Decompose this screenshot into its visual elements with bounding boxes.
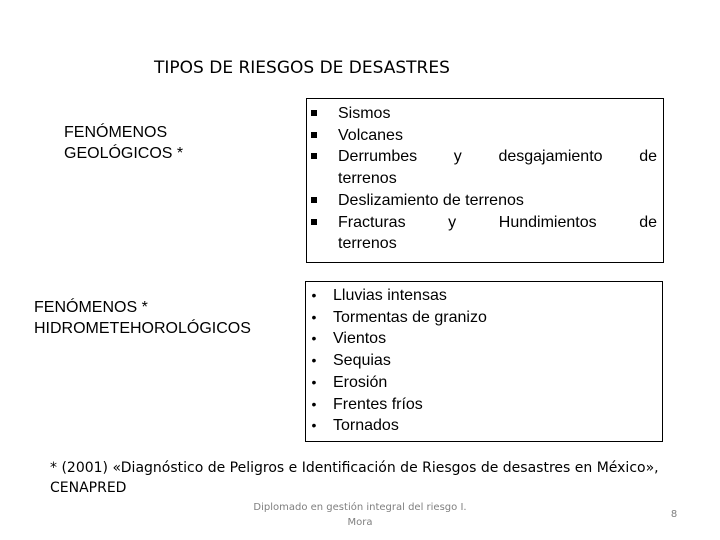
- list-item: [309, 103, 657, 125]
- footer-line1: Diplomado en gestión integral del riesgo I.: [253, 502, 467, 513]
- list-item-text: Deslizamiento de terrenos: [338, 191, 524, 209]
- round-bullet-icon: •: [311, 352, 317, 369]
- list-item-text: Tormentas de granizo: [333, 308, 487, 326]
- list-item: [309, 307, 657, 329]
- round-bullet-icon: •: [311, 417, 317, 434]
- list-item-text: Volcanes: [338, 126, 403, 144]
- page-number: 8: [670, 509, 678, 520]
- list-item-text-continuation: terrenos: [338, 170, 397, 188]
- list-item-text: Derrumbes y desgajamiento de: [338, 148, 657, 166]
- square-bullet-icon: [311, 219, 317, 225]
- geologicos-label-line1: FENÓMENOS: [64, 124, 168, 141]
- list-item-text: Sismos: [338, 105, 391, 122]
- list-item: [309, 125, 657, 147]
- list-item-text: Vientos: [333, 330, 387, 348]
- hidrometeorologicos-label-line1: FENÓMENOS *: [34, 299, 148, 316]
- round-bullet-icon: •: [311, 373, 317, 390]
- square-bullet-icon: [311, 110, 317, 116]
- list-item-text: Fracturas y Hundimientos de: [338, 213, 657, 231]
- round-bullet-icon: •: [311, 395, 317, 412]
- square-bullet-icon: [311, 153, 317, 159]
- round-bullet-icon: •: [311, 287, 317, 303]
- round-bullet-icon: •: [311, 308, 317, 325]
- list-item-text: Lluvias intensas: [333, 287, 447, 304]
- square-bullet-icon: [311, 132, 317, 138]
- geologicos-label-line2: GEOLÓGICOS *: [64, 145, 184, 162]
- list-item: [309, 394, 657, 416]
- list-item: [309, 372, 657, 394]
- hidrometeorologicos-label: [34, 297, 251, 339]
- list-item: [309, 415, 657, 437]
- hidrometeorologicos-label-line2: HIDROMETEHOROLÓGICOS: [34, 320, 251, 337]
- list-item: [309, 190, 657, 212]
- list-item: [309, 212, 657, 255]
- slide-title: TIPOS DE RIESGOS DE DESASTRES: [154, 58, 450, 78]
- geologicos-list: [309, 103, 657, 255]
- footnote-line2: CENAPRED: [50, 480, 127, 496]
- round-bullet-icon: •: [311, 330, 317, 347]
- list-item: [309, 350, 657, 372]
- square-bullet-icon: [311, 197, 317, 203]
- list-item: [309, 328, 657, 350]
- list-item-text-continuation: terrenos: [338, 235, 397, 253]
- list-item: [309, 285, 657, 307]
- list-item: [309, 146, 657, 189]
- list-item-text: Sequias: [333, 352, 391, 370]
- list-item-text: Tornados: [333, 417, 399, 435]
- footer-course-name: [250, 500, 470, 530]
- hidrometeorologicos-list: [309, 285, 657, 437]
- footnote-line1: * (2001) «Diagnóstico de Peligros e Identificación de Riesgos de desastres en México»,: [50, 460, 659, 476]
- source-footnote: [50, 458, 690, 498]
- list-item-text: Erosión: [333, 373, 388, 391]
- geologicos-label: [64, 122, 183, 164]
- footer-line2: Mora: [347, 517, 373, 528]
- list-item-text: Frentes fríos: [333, 395, 423, 413]
